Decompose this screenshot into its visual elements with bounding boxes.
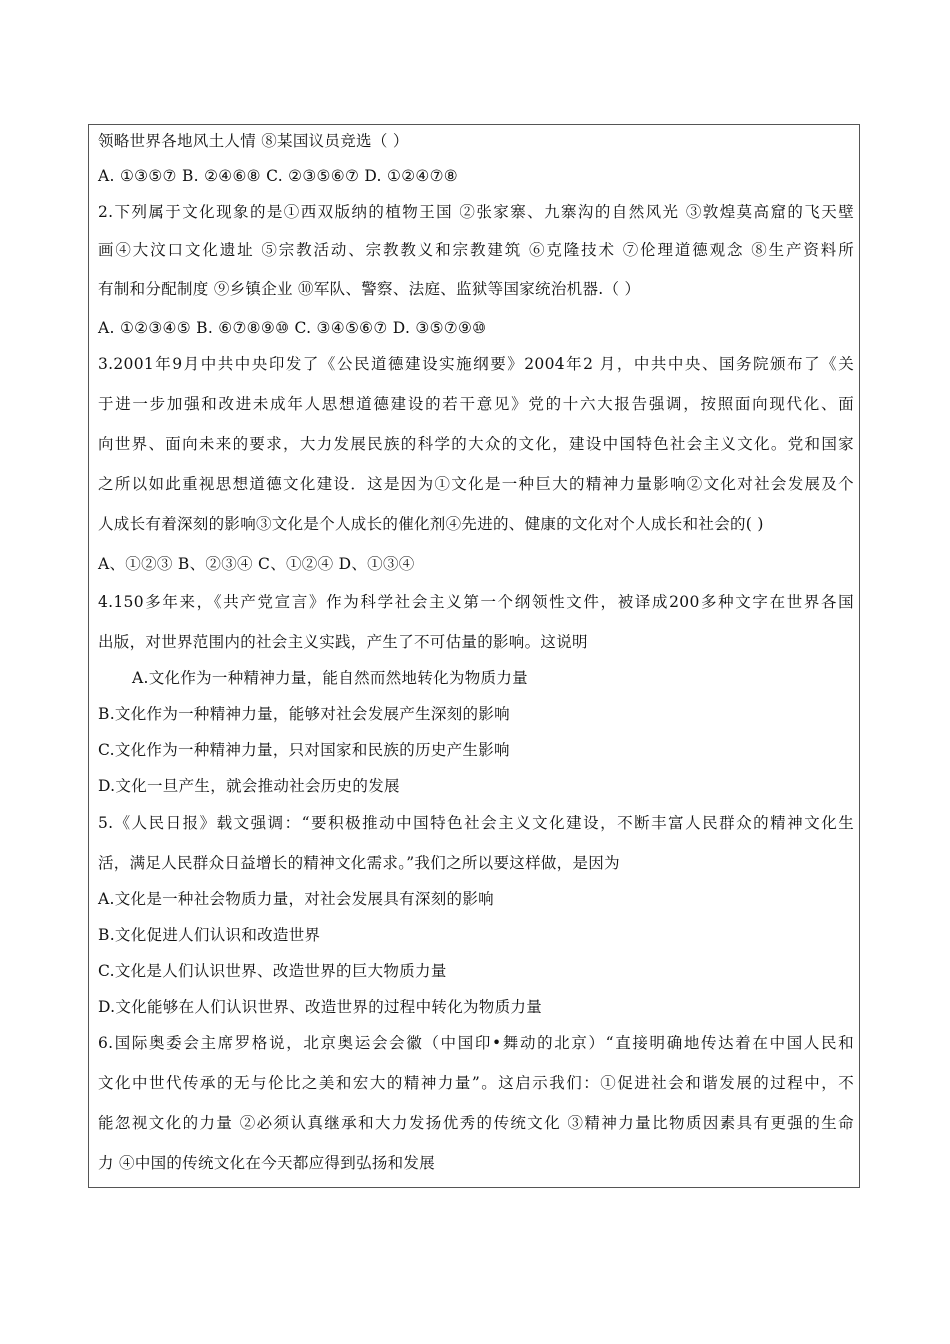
q5-option-c: C.文化是人们认识世界、改造世界的巨大物质力量 [98,962,447,980]
q5-text-line-1: 5.《人民日报》载文强调：“要积极推动中国特色社会主义文化建设，不断丰富人民群众的精神文化生 [98,814,854,832]
q4-text-line-1: 4.150多年来，《共产党宣言》作为科学社会主义第一个纲领性文件，被译成200多种文字在世界各国 [98,593,854,611]
q4-option-b: B.文化作为一种精神力量，能够对社会发展产生深刻的影响 [98,705,510,723]
q5-option-b: B.文化促进人们认识和改造世界 [98,926,321,944]
q3-text-line-4: 之所以如此重视思想道德文化建设．这是因为①文化是一种巨大的精神力量影响②文化对社会发展及个 [98,475,854,493]
q2-text-line-2: 画④大汶口文化遗址 ⑤宗教活动、宗教教义和宗教建筑 ⑥克隆技术 ⑦伦理道德观念 ⑧生产资料所 [98,241,854,259]
q1-options: A. ①③⑤⑦ B. ②④⑥⑧ C. ②③⑤⑥⑦ D. ①②④⑦⑧ [98,167,458,185]
q3-text-line-2: 于进一步加强和改进未成年人思想道德建设的若干意见》党的十六大报告强调，按照面向现代化、面 [98,395,854,413]
q2-text-line-3: 有制和分配制度 ⑨乡镇企业 ⑩军队、警察、法庭、监狱等国家统治机器.（ ） [98,280,641,298]
q6-text-line-2: 文化中世代传承的无与伦比之美和宏大的精神力量”。这启示我们：①促进社会和谐发展的过程中，不 [98,1074,854,1092]
q3-text-line-1: 3.2001年9月中共中央印发了《公民道德建设实施纲要》2004年2 月，中共中央、国务院颁布了《关 [98,355,854,373]
q2-options: A. ①②③④⑤ B. ⑥⑦⑧⑨⑩ C. ③④⑤⑥⑦ D. ③⑤⑦⑨⑩ [98,319,487,337]
q3-text-line-3: 向世界、面向未来的要求，大力发展民族的科学的大众的文化，建设中国特色社会主义文化。党和国家 [98,435,854,453]
q6-text-line-4: 力 ④中国的传统文化在今天都应得到弘扬和发展 [98,1154,436,1172]
q3-options: A、①②③ B、②③④ C、①②④ D、①③④ [98,555,415,573]
q4-option-c: C.文化作为一种精神力量，只对国家和民族的历史产生影响 [98,741,510,759]
q5-text-line-2: 活，满足人民群众日益增长的精神文化需求。”我们之所以要这样做，是因为 [98,854,620,872]
q5-option-d: D.文化能够在人们认识世界、改造世界的过程中转化为物质力量 [98,998,543,1016]
q6-text-line-1: 6.国际奥委会主席罗格说，北京奥运会会徽（中国印•舞动的北京）“直接明确地传达着在中国人民和 [98,1034,854,1052]
q4-option-a: A.文化作为一种精神力量，能自然而然地转化为物质力量 [132,669,528,687]
q2-text-line-1: 2.下列属于文化现象的是①西双版纳的植物王国 ②张家寨、九寨沟的自然风光 ③敦煌莫高窟的飞天壁 [98,203,854,221]
q6-text-line-3: 能忽视文化的力量 ②必须认真继承和大力发扬优秀的传统文化 ③精神力量比物质因素具有更强的生命 [98,1114,854,1132]
q4-text-line-2: 出版，对世界范围内的社会主义实践，产生了不可估量的影响。这说明 [98,633,588,651]
q4-option-d: D.文化一旦产生，就会推动社会历史的发展 [98,777,400,795]
q3-text-line-5: 人成长有着深刻的影响③文化是个人成长的催化剂④先进的、健康的文化对个人成长和社会的( ) [98,515,764,533]
q5-option-a: A.文化是一种社会物质力量，对社会发展具有深刻的影响 [98,890,494,908]
text-line-1: 领略世界各地风土人情 ⑧某国议员竞选（ ） [98,132,409,150]
